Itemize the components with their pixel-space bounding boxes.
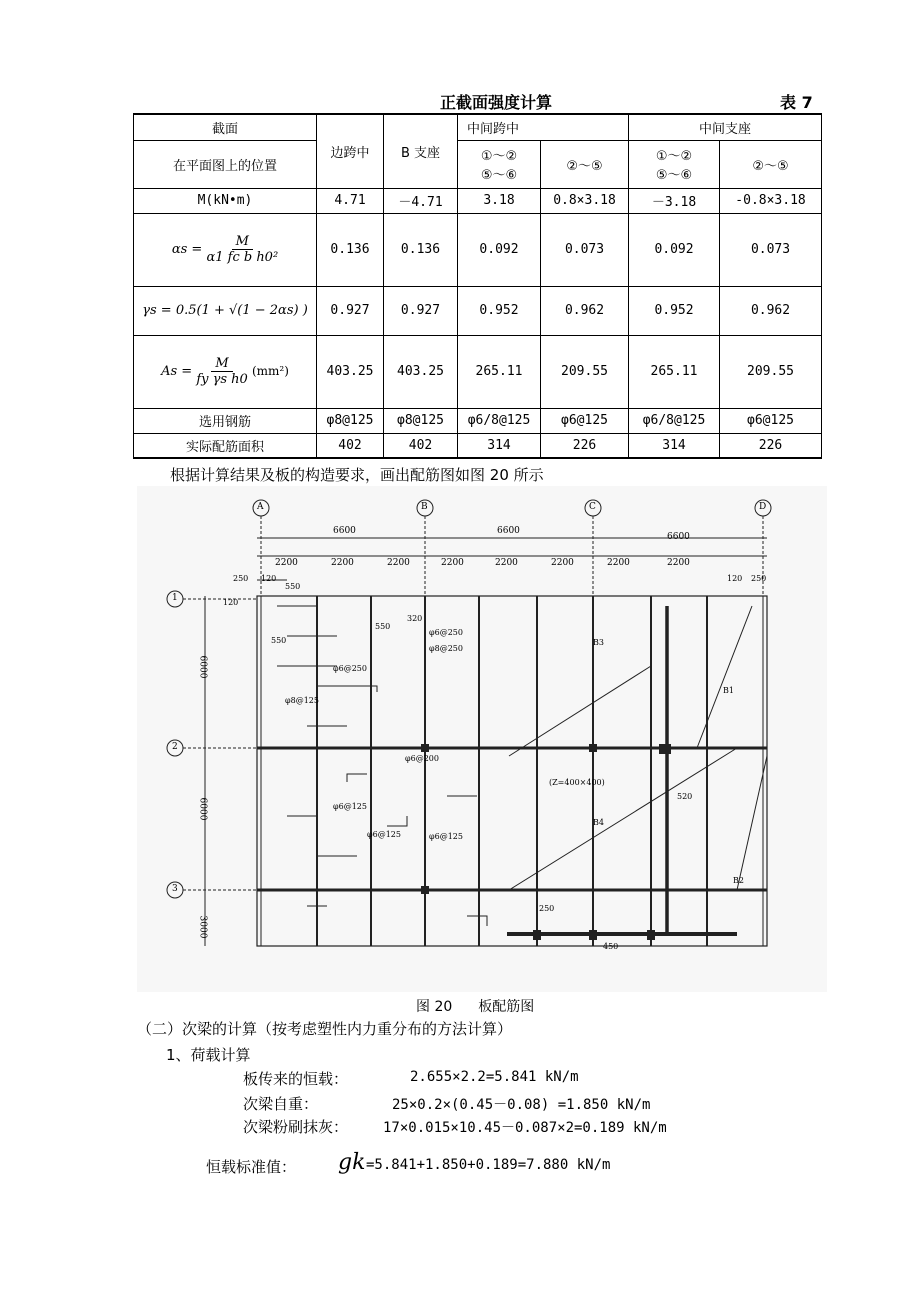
dim-small: 550	[375, 622, 391, 631]
standard-symbol: gk	[338, 1150, 366, 1175]
dim-small: 550	[285, 582, 301, 591]
load-value: 17×0.015×10.45－0.087×2=0.189 kN/m	[383, 1120, 667, 1136]
cell: φ6/8@125	[629, 408, 720, 433]
dim-sub: 2200	[607, 558, 630, 568]
dim-sub: 2200	[275, 558, 298, 568]
cell: 0.952	[629, 286, 720, 335]
cell: 0.962	[720, 286, 822, 335]
dim-sub: 2200	[551, 558, 574, 568]
rebar-label: φ6@200	[405, 754, 439, 763]
table-row	[134, 408, 822, 433]
load-label: 次梁自重：	[243, 1095, 319, 1113]
cell: 4.71	[317, 188, 384, 213]
header-position: 在平面图上的位置	[134, 140, 317, 188]
dim-small: 520	[677, 792, 693, 801]
standard-value: =5.841+1.850+0.189=7.880 kN/m	[366, 1157, 611, 1173]
header-sub1: ①～② ⑤～⑥	[458, 140, 541, 188]
axis-label-b: B	[421, 502, 428, 512]
rebar-label: φ6@125	[333, 802, 367, 811]
rebar-label: φ6@250	[429, 628, 463, 637]
rebar-label: φ6@125	[429, 832, 463, 841]
cell: 3.18	[458, 188, 541, 213]
header-mid-support: 中间支座	[629, 114, 822, 140]
cell: 0.927	[384, 286, 458, 335]
load-label: 板传来的恒载：	[243, 1070, 349, 1088]
dim-small: 320	[407, 614, 423, 623]
dim-small: 250	[233, 574, 249, 583]
cell: －3.18	[629, 188, 720, 213]
cell: 265.11	[458, 335, 541, 408]
dim-small: 120	[223, 598, 239, 607]
reinforcement-drawing	[137, 486, 827, 992]
axis-label-a: A	[257, 502, 264, 512]
row-label-as: As = $\frac{M}{\text{fy γs h0}}$ (mm²)	[134, 335, 317, 408]
cell: 0.136	[317, 213, 384, 286]
dim-height: 3000	[197, 915, 208, 939]
header-section: 截面	[134, 114, 317, 140]
dim-height: 6000	[197, 655, 208, 679]
cell: 402	[317, 433, 384, 458]
axis-label-3: 3	[172, 884, 178, 894]
table-row	[134, 433, 822, 458]
dim-sub: 2200	[331, 558, 354, 568]
cell: 403.25	[317, 335, 384, 408]
header-sub3: ①～② ⑤～⑥	[629, 140, 720, 188]
slab-label-b3: B3	[593, 638, 604, 647]
dim-small: 120	[261, 574, 277, 583]
dim-span: 6600	[333, 526, 356, 536]
row-label: M(kN•m)	[134, 188, 317, 213]
table-row	[134, 286, 822, 335]
header-sub2: ②～⑤	[541, 140, 629, 188]
cell: 0.092	[458, 213, 541, 286]
row-label-gamma: γs = 0.5(1 + √(1 − 2αs) )	[134, 286, 317, 335]
dim-sub: 2200	[667, 558, 690, 568]
cell: φ8@125	[384, 408, 458, 433]
header-b-support: B 支座	[384, 114, 458, 188]
axis-label-2: 2	[172, 742, 178, 752]
dim-height: 6000	[197, 797, 208, 821]
row-label-alpha: αs = $\frac{M}{\text{α1 fc b h0²}}$	[134, 213, 317, 286]
cell: φ6/8@125	[458, 408, 541, 433]
rebar-label: φ8@250	[429, 644, 463, 653]
dim-small: 450	[603, 942, 619, 951]
cell: φ8@125	[317, 408, 384, 433]
table-row	[134, 213, 822, 286]
cell: 0.073	[541, 213, 629, 286]
figure-number: 图 20	[416, 999, 453, 1015]
rebar-label: φ6@125	[367, 830, 401, 839]
axis-label-c: C	[589, 502, 596, 512]
cell: 265.11	[629, 335, 720, 408]
figure-caption	[416, 996, 560, 1016]
figure-title: 板配筋图	[478, 999, 535, 1015]
table-row	[134, 335, 822, 408]
axis-label-1: 1	[172, 593, 178, 603]
table-caption	[0, 90, 920, 112]
dim-sub: 2200	[387, 558, 410, 568]
cell: 403.25	[384, 335, 458, 408]
cell: 209.55	[720, 335, 822, 408]
dim-small: 120	[727, 574, 743, 583]
cell: 0.136	[384, 213, 458, 286]
table-title: 正截面强度计算	[440, 93, 553, 112]
paragraph-after-table: 根据计算结果及板的构造要求，画出配筋图如图 20 所示	[170, 466, 544, 484]
cell: 402	[384, 433, 458, 458]
cell: 314	[458, 433, 541, 458]
load-label: 次梁粉刷抹灰：	[243, 1118, 349, 1136]
row-label: 选用钢筋	[134, 408, 317, 433]
slab-label-b2: B2	[733, 876, 744, 885]
load-value: 25×0.2×(0.45－0.08) =1.850 kN/m	[392, 1097, 651, 1113]
sub-heading: 1、荷载计算	[166, 1046, 251, 1064]
strength-table	[133, 113, 822, 459]
load-value: 2.655×2.2=5.841 kN/m	[410, 1069, 579, 1085]
table-number: 表 7	[780, 93, 813, 112]
column-label: (Z=400×400)	[549, 778, 605, 787]
table-row	[134, 188, 822, 213]
dim-span: 6600	[667, 532, 690, 542]
cell: －4.71	[384, 188, 458, 213]
axis-label-d: D	[759, 502, 767, 512]
dim-sub: 2200	[441, 558, 464, 568]
dim-small: 250	[539, 904, 555, 913]
section-heading: （二）次梁的计算（按考虑塑性内力重分布的方法计算）	[137, 1020, 513, 1038]
cell: 0.8×3.18	[541, 188, 629, 213]
cell: φ6@125	[541, 408, 629, 433]
cell: 0.962	[541, 286, 629, 335]
slab-label-b1: B1	[723, 686, 734, 695]
cell: 0.073	[720, 213, 822, 286]
header-sub4: ②～⑤	[720, 140, 822, 188]
slab-label-b4: B4	[593, 818, 604, 827]
dim-span: 6600	[497, 526, 520, 536]
header-mid-span: 中间跨中	[458, 114, 629, 140]
cell: φ6@125	[720, 408, 822, 433]
row-label: 实际配筋面积	[134, 433, 317, 458]
cell: 0.927	[317, 286, 384, 335]
plan-svg	[137, 486, 827, 992]
dim-small: 250	[751, 574, 767, 583]
cell: 314	[629, 433, 720, 458]
cell: -0.8×3.18	[720, 188, 822, 213]
cell: 209.55	[541, 335, 629, 408]
standard-label: 恒载标准值：	[206, 1158, 297, 1176]
cell: 226	[720, 433, 822, 458]
header-edge-span: 边跨中	[317, 114, 384, 188]
cell: 226	[541, 433, 629, 458]
dim-sub: 2200	[495, 558, 518, 568]
dim-small: 550	[271, 636, 287, 645]
cell: 0.092	[629, 213, 720, 286]
rebar-label: φ6@250	[333, 664, 367, 673]
cell: 0.952	[458, 286, 541, 335]
rebar-label: φ8@125	[285, 696, 319, 705]
